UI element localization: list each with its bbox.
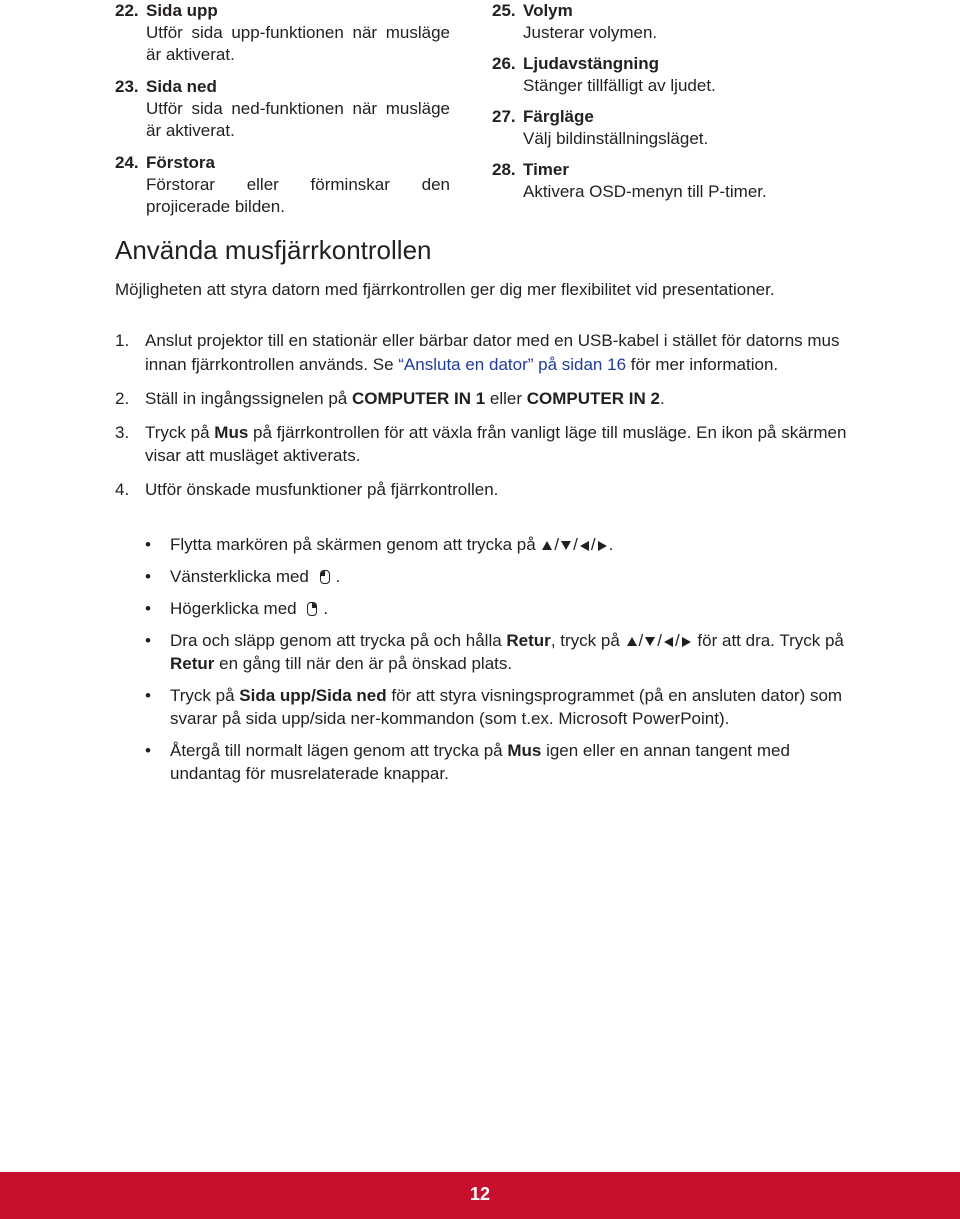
item-number: 28. [492, 160, 516, 179]
bullet-dot: • [145, 686, 151, 705]
mouse-right-click-icon [307, 602, 317, 616]
page-footer [0, 1172, 960, 1219]
item-title: Sida upp [146, 1, 218, 20]
arrow-up-icon [627, 637, 637, 646]
bullet-text: . [608, 535, 614, 554]
section-heading: Använda musfjärrkontrollen [115, 235, 432, 265]
bullet-text: Tryck på [170, 686, 240, 705]
bullet-text: . [335, 567, 341, 586]
item-title: Ljudavstängning [523, 54, 659, 73]
step-bold-text: COMPUTER IN 2 [526, 389, 660, 408]
link-ansluta-en-dator[interactable]: “Ansluta en dator” på sidan 16 [398, 355, 627, 374]
item-title: Volym [523, 1, 573, 20]
slash-separator: / [554, 535, 560, 554]
bullet-text: för att styra visningsprogrammet (på en ansluten dator) som svarar på sida upp/sida ner-kommandon (som t.ex. Microsoft PowerPoint). [170, 686, 843, 728]
bullet-bold-text: Sida upp [239, 686, 312, 705]
bullet-text: Återgå till normalt lägen genom att trycka på [170, 741, 508, 760]
item-description: Utför sida upp-funktionen när musläge är aktiverat. [146, 23, 450, 64]
item-description: Aktivera OSD-menyn till P-timer. [523, 182, 767, 201]
list-item [115, 152, 450, 218]
bullet-text: . [323, 599, 329, 618]
step-text: eller [485, 389, 527, 408]
bullet-bold-text: / [311, 686, 316, 705]
bullet-dot: • [145, 741, 151, 760]
page-number: 12 [469, 1184, 491, 1204]
item-title: Timer [523, 160, 569, 179]
bullet-bold-text: Retur [170, 654, 215, 673]
item-number: 26. [492, 54, 516, 73]
step-text: på fjärrkontrollen för att växla från vanligt läge till musläge. En ikon på skärmen visar att musläget aktiverats. [145, 423, 847, 465]
bullet-dot: • [145, 599, 151, 618]
item-description: Stänger tillfälligt av ljudet. [523, 76, 716, 95]
steps-list [115, 329, 855, 501]
step-text: Utför önskade musfunktioner på fjärrkontrollen. [145, 480, 499, 499]
step-text: Tryck på [145, 423, 215, 442]
left-column [115, 0, 450, 228]
step-bold-text: Mus [214, 423, 249, 442]
bullet-list [145, 533, 845, 785]
right-column [492, 0, 832, 212]
bullet-item [145, 533, 845, 556]
bullet-text: en gång till när den är på önskad plats. [214, 654, 513, 673]
item-number: 25. [492, 1, 516, 20]
list-item [115, 76, 450, 142]
bullet-item [145, 565, 845, 588]
step-bold-text: COMPUTER IN 1 [351, 389, 486, 408]
item-number: 23. [115, 77, 139, 96]
bullet-dot: • [145, 567, 151, 586]
bullet-text: igen eller en annan tangent med undantag för musrelaterade knappar. [170, 741, 790, 783]
slash-separator: / [573, 535, 578, 554]
bullet-bold-text: Retur [506, 631, 551, 650]
item-title: Sida ned [146, 77, 217, 96]
bullet-dot: • [145, 535, 151, 554]
step-text: . [659, 389, 665, 408]
arrow-down-icon [645, 637, 655, 646]
list-item [492, 159, 832, 203]
intro-paragraph: Möjligheten att styra datorn med fjärrkontrollen ger dig mer flexibilitet vid presentationer. [115, 280, 775, 299]
arrow-left-icon [664, 637, 673, 647]
bullet-item [145, 597, 845, 620]
step-item [115, 387, 855, 410]
slash-separator: / [657, 631, 662, 650]
mouse-left-click-icon [320, 570, 330, 584]
bullet-item [145, 629, 845, 675]
list-item [115, 0, 450, 66]
item-description: Utför sida ned-funktionen när musläge är aktiverat. [146, 99, 450, 140]
step-item [115, 421, 855, 467]
bullet-item [145, 684, 845, 730]
bullet-text: Vänsterklicka med [170, 567, 314, 586]
bullet-item [145, 739, 845, 785]
item-description: Förstorar eller förminskar den projicerade bilden. [146, 175, 450, 216]
step-number: 2. [115, 389, 130, 408]
bullet-dot: • [145, 631, 151, 650]
slash-separator: / [674, 631, 680, 650]
bullet-bold-text: Sida ned [315, 686, 387, 705]
arrow-down-icon [561, 541, 571, 550]
item-number: 27. [492, 107, 516, 126]
list-item [492, 106, 832, 150]
arrow-right-icon [598, 541, 607, 551]
bullet-text: för att dra. Tryck på [692, 631, 844, 650]
step-number: 3. [115, 423, 130, 442]
list-item [492, 53, 832, 97]
bullet-text: Dra och släpp genom att trycka på och hålla [170, 631, 507, 650]
step-item [115, 478, 855, 501]
slash-separator: / [590, 535, 596, 554]
step-text: för mer information. [626, 355, 779, 374]
arrow-up-icon [542, 541, 552, 550]
arrow-right-icon [682, 637, 691, 647]
arrow-left-icon [580, 541, 589, 551]
item-description: Justerar volymen. [523, 23, 658, 42]
item-title: Förstora [146, 153, 215, 172]
bullet-text: , tryck på [550, 631, 625, 650]
step-text: Ställ in ingångssignelen på [145, 389, 352, 408]
step-text: Anslut projektor till en stationär eller bärbar dator med en USB-kabel i stället för datorns mus innan fjärrkontrollen används. Se [145, 331, 840, 374]
item-number: 24. [115, 153, 139, 172]
slash-separator: / [638, 631, 644, 650]
bullet-bold-text: Mus [507, 741, 542, 760]
bullet-text: Flytta markören på skärmen genom att trycka på [170, 535, 541, 554]
step-number: 4. [115, 480, 130, 499]
bullet-text: Högerklicka med [170, 599, 302, 618]
list-item [492, 0, 832, 44]
item-description: Välj bildinställningsläget. [523, 129, 709, 148]
item-title: Färgläge [523, 107, 594, 126]
step-number: 1. [115, 331, 130, 350]
item-number: 22. [115, 1, 139, 20]
step-item [115, 329, 855, 377]
